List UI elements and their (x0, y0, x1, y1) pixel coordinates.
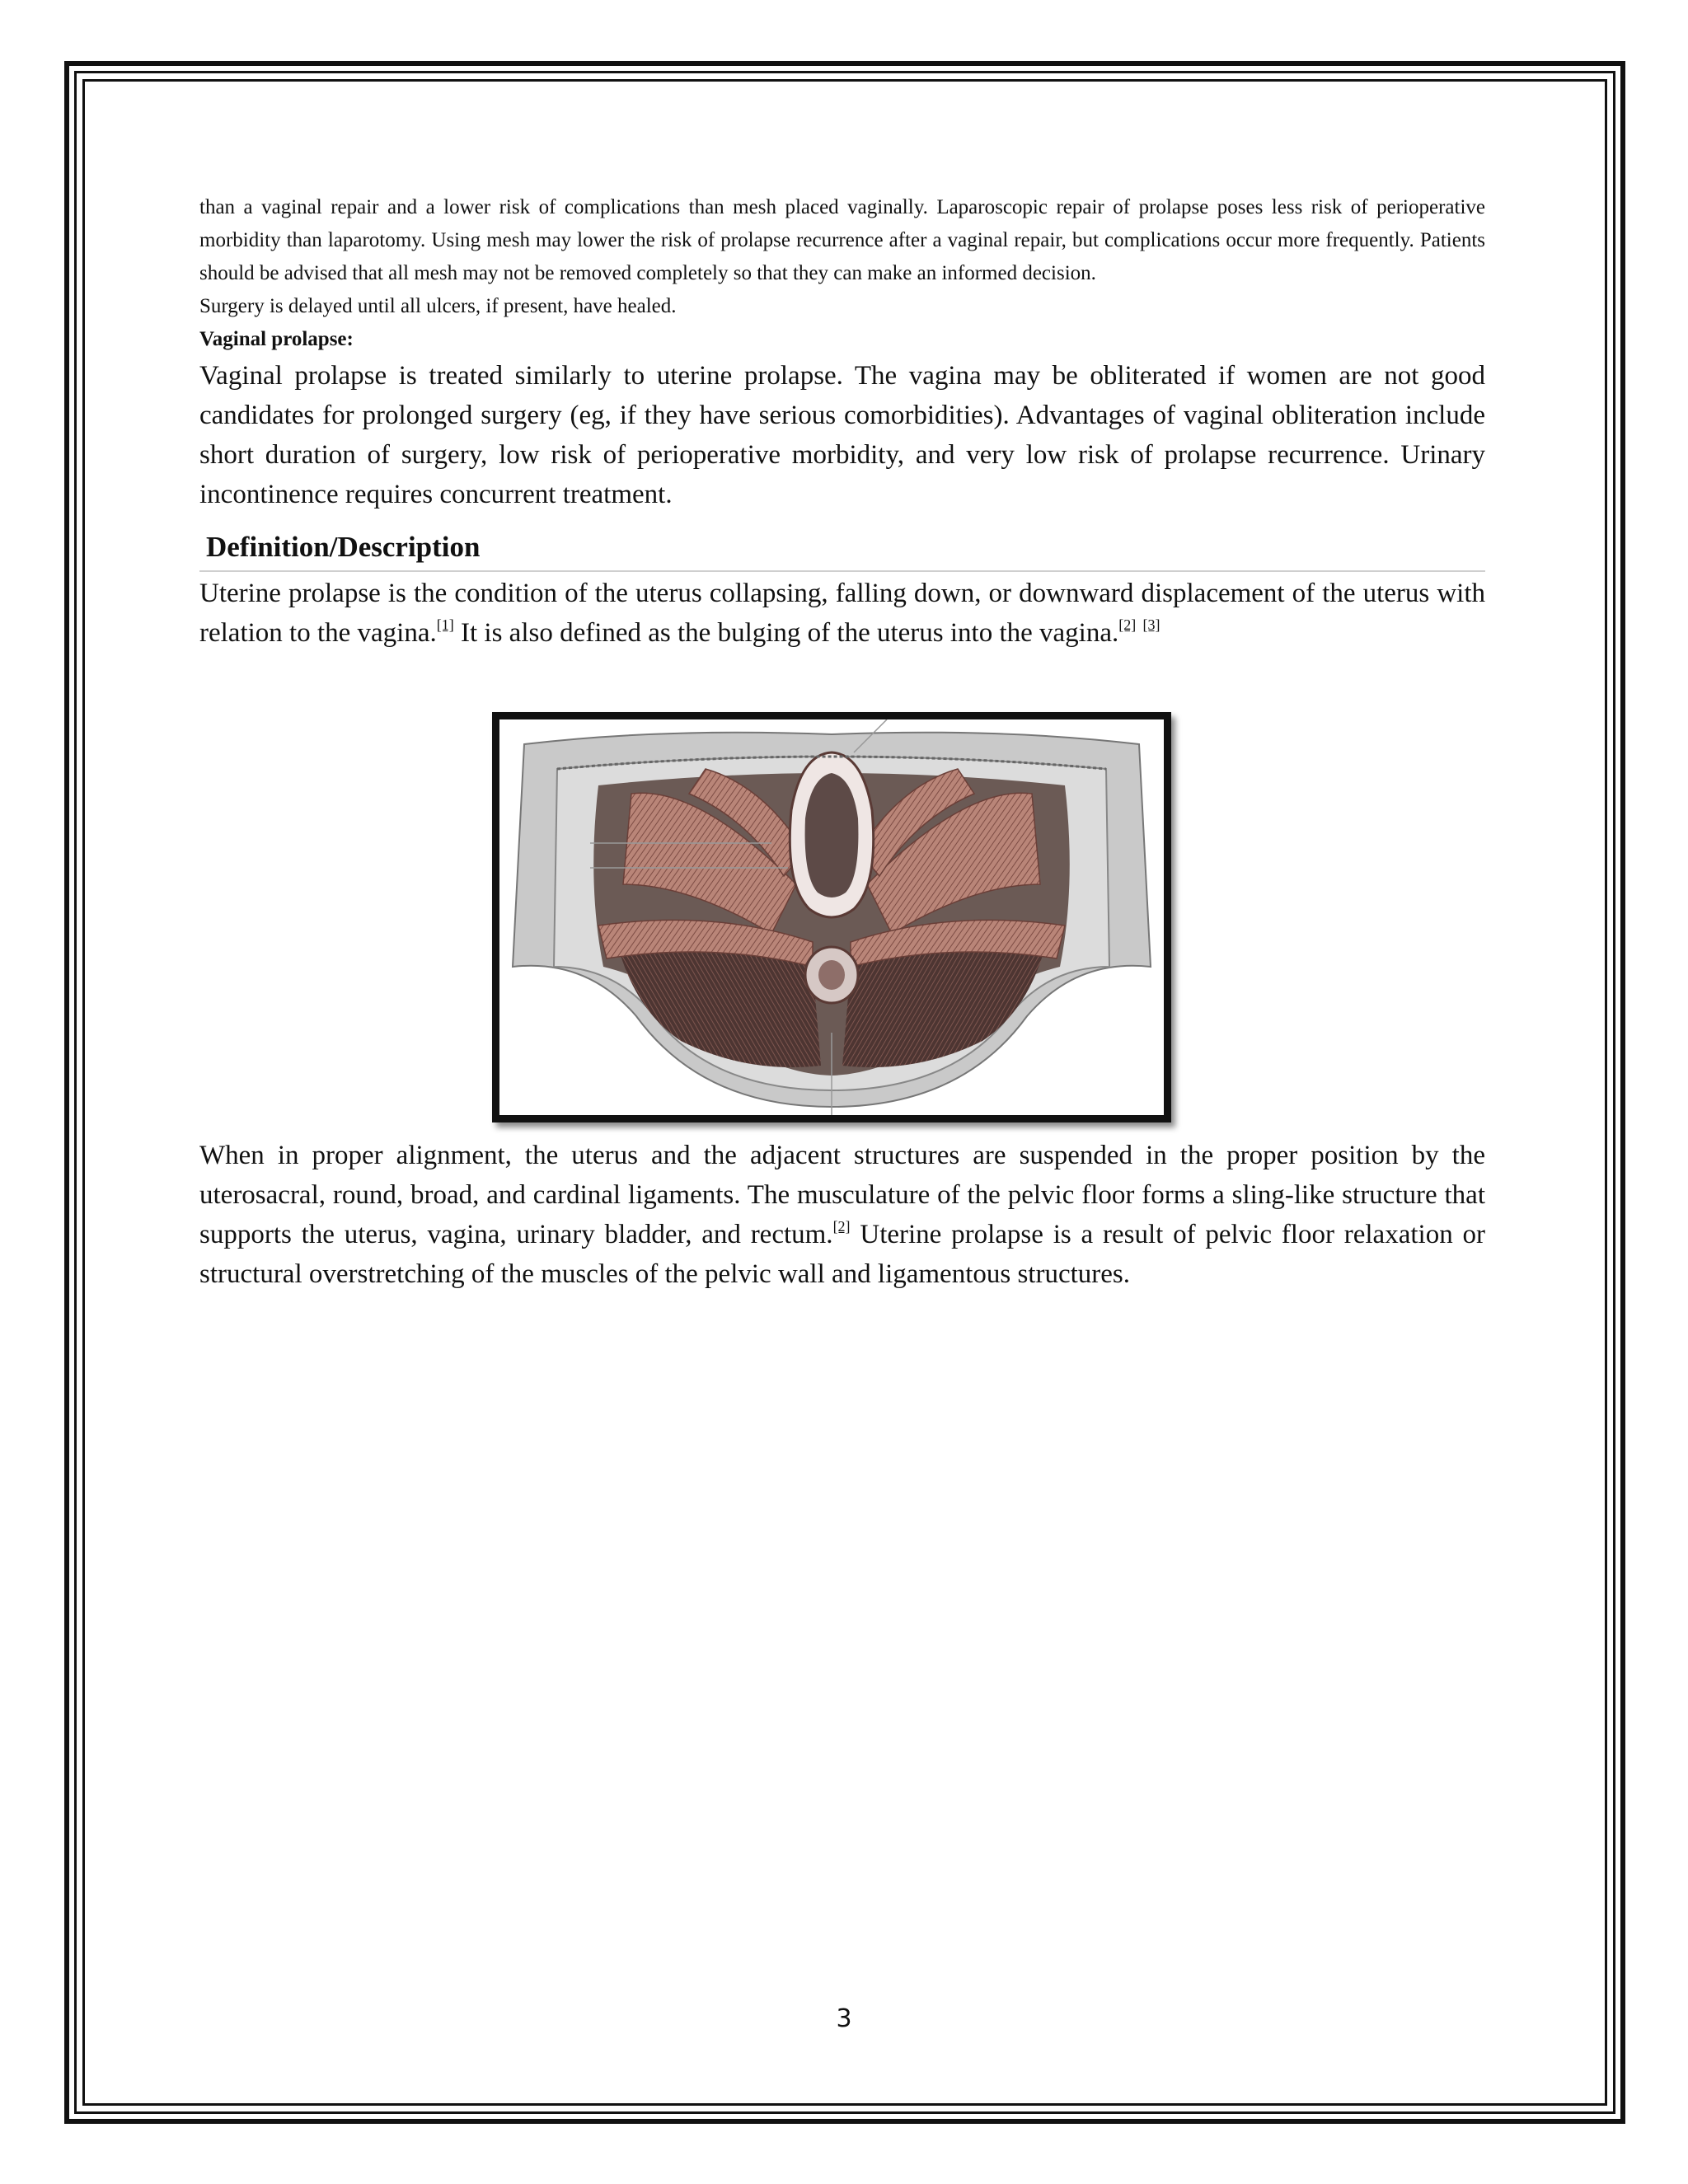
definition-paragraph (199, 574, 1485, 653)
pelvic-floor-illustration (492, 712, 1171, 1122)
intro-paragraph: than a vaginal repair and a lower risk of complications than mesh placed vaginally. Laparoscopic repair of prolapse poses less risk of perioperative morbidity than laparotomy. Using mesh may lower the risk of prolapse recurrence after a vaginal repair, but complications occur more frequently. Patients should be advised that all mesh may not be removed completely so that they can make an informed decision. (199, 196, 1485, 284)
pelvic-floor-drawing (499, 719, 1164, 1115)
reference-link-2[interactable]: [2] (1118, 616, 1137, 633)
surgery-delay-note: Surgery is delayed until all ulcers, if present, have healed. (199, 295, 677, 317)
page-content (199, 191, 1485, 653)
alignment-section (199, 1136, 1485, 1294)
heading-rule (199, 570, 1485, 572)
vaginal-prolapse-paragraph: Vaginal prolapse is treated similarly to uterine prolapse. The vagina may be obliterated if women are not good candidates for prolonged surgery (eg, if they have serious comorbidities). Advantages of vaginal obliteration include short duration of surgery, low risk of perioperative morbidity, and very low risk of prolapse recurrence. Urinary incontinence requires concurrent treatment. (199, 361, 1485, 509)
definition-text-b: It is also defined as the bulging of the uterus into the vagina. (453, 618, 1119, 648)
reference-link-2b[interactable]: [2] (832, 1218, 851, 1235)
page-number: 3 (836, 2004, 852, 2033)
alignment-text-b: Uterine prolapse is a result of pelvic floor relaxation or structural overstretching of the muscles of the pelvic wall and ligamentous structures. (199, 1220, 1485, 1289)
vaginal-prolapse-heading: Vaginal prolapse: (199, 328, 354, 350)
reference-link-1[interactable]: [1] (436, 616, 454, 633)
reference-link-3[interactable]: [3] (1142, 616, 1160, 633)
definition-heading: Definition/Description (206, 531, 481, 563)
definition-text-a: Uterine prolapse is the condition of the uterus collapsing, falling down, or downward displacement of the uterus with relation to the vagina. (199, 579, 1485, 648)
alignment-paragraph (199, 1136, 1485, 1294)
alignment-text-a: When in proper alignment, the uterus and the adjacent structures are suspended in the proper position by the uterosacral, round, broad, and cardinal ligaments. The musculature of the pelvic floor forms a sling-like structure that supports the uterus, vagina, urinary bladder, and rectum. (199, 1141, 1485, 1249)
